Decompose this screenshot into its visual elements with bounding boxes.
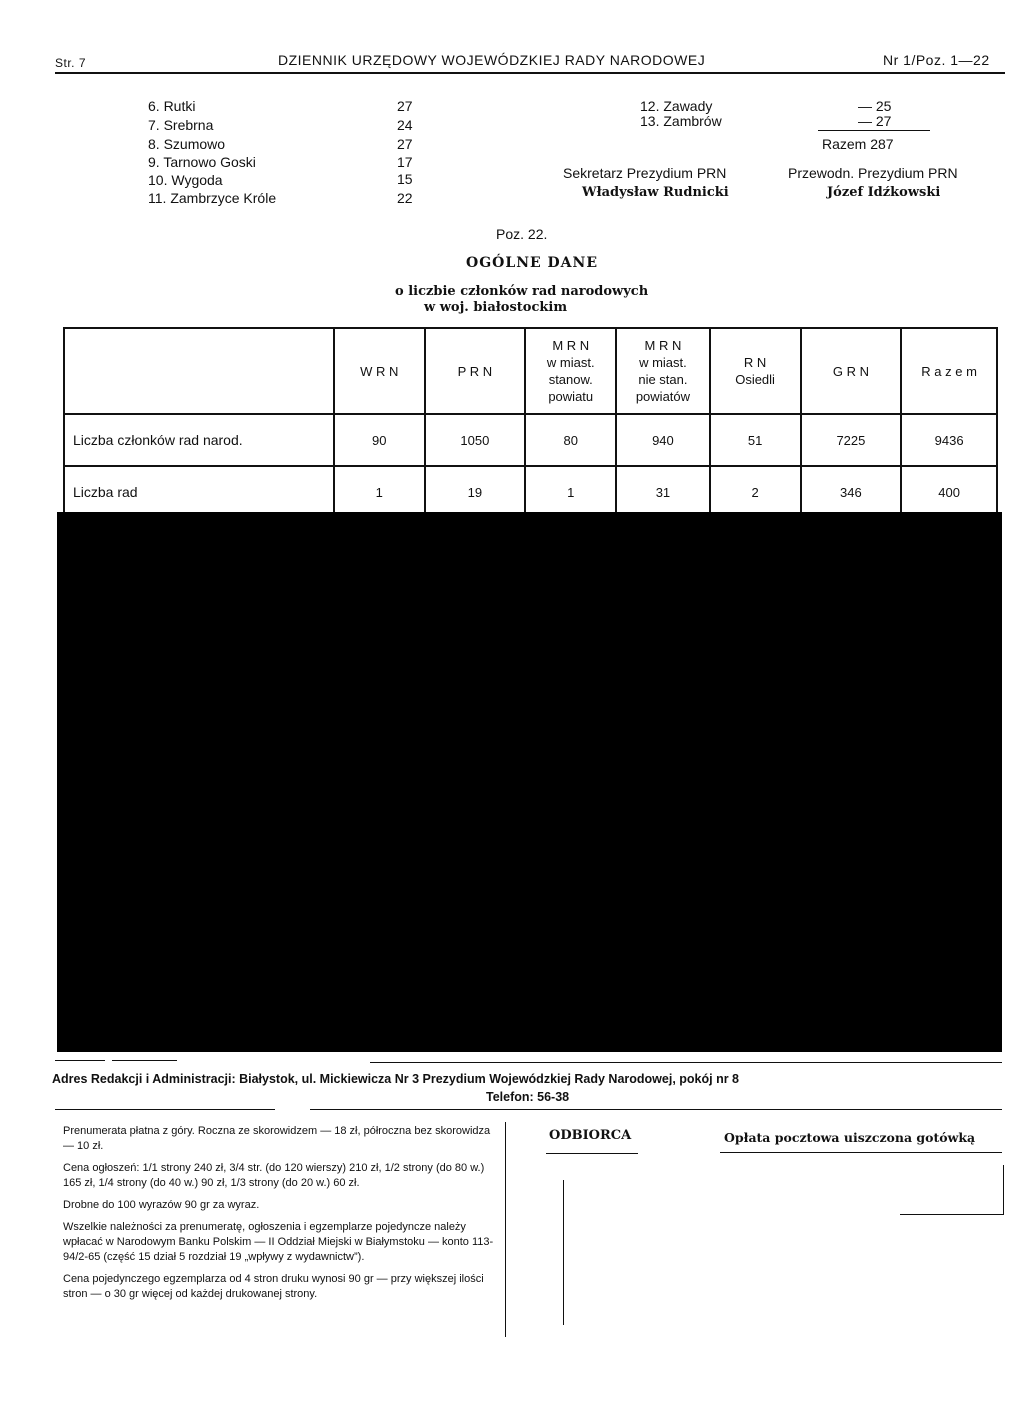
header-label: M R N: [644, 338, 682, 353]
subscription-info: [63, 1124, 503, 1302]
footer-divider: [505, 1122, 506, 1337]
table-cell: 9436: [901, 414, 997, 466]
journal-title: DZIENNIK URZĘDOWY WOJEWÓDZKIEJ RADY NARODOWEJ: [278, 52, 706, 68]
list-item: 13. Zambrów: [640, 113, 722, 129]
editorial-phone: Telefon: 56-38: [486, 1090, 570, 1104]
list-item: 9. Tarnowo Goski: [148, 154, 256, 170]
section-subheading-2: w woj. białostockim: [424, 300, 568, 315]
recipient-box-line: [1003, 1165, 1004, 1215]
header-label: nie stan.: [638, 372, 688, 387]
secretary-name: Władysław Rudnicki: [582, 185, 729, 200]
editorial-address: Adres Redakcji i Administracji: Białystok, ul. Mickiewicza Nr 3 Prezydium Wojewódzkiej Rady Narodowej, pokój nr 8: [52, 1072, 739, 1086]
recipient-box-line: [900, 1214, 1004, 1215]
list-item-value: — 25: [858, 98, 892, 114]
list-item-value: 27: [397, 98, 413, 114]
total-rule: [818, 130, 930, 131]
list-item: 10. Wygoda: [148, 172, 223, 188]
list-item: 8. Szumowo: [148, 136, 226, 152]
footer-paragraph: Drobne do 100 wyrazów 90 gr za wyraz.: [63, 1199, 260, 1211]
table-header-cell: [901, 328, 997, 414]
table-cell: 7225: [801, 414, 902, 466]
header-label: P R N: [457, 363, 493, 379]
black-scan-area: [57, 512, 1002, 1052]
list-item-value: 24: [397, 117, 413, 133]
footer-rule: [55, 1109, 275, 1110]
chair-title: Przewodn. Prezydium PRN: [788, 165, 958, 181]
table-header-cell: [710, 328, 801, 414]
table-header-row: [64, 328, 997, 414]
table-cell: 1: [334, 466, 425, 518]
list-item-value: 15: [397, 171, 413, 187]
header-label: M R N: [552, 338, 590, 353]
table-header-cell: [801, 328, 902, 414]
recipient-rule: [546, 1153, 638, 1154]
header-label: R N: [743, 355, 767, 370]
postage-rule: [720, 1152, 1002, 1153]
list-item-value: — 27: [858, 113, 892, 129]
section-subheading: o liczbie członków rad narodowych: [395, 284, 649, 299]
table-header-cell: [425, 328, 526, 414]
footer-rule: [55, 1060, 105, 1061]
table-header-blank: [64, 328, 334, 414]
chair-name: Józef Idźkowski: [827, 185, 941, 200]
list-item: 6. Rutki: [148, 98, 196, 114]
table-row: [64, 466, 997, 518]
table-cell: 1050: [425, 414, 526, 466]
list-item-value: 17: [397, 154, 413, 170]
table-cell: 31: [616, 466, 709, 518]
table-cell: 90: [334, 414, 425, 466]
page-number: Str. 7: [55, 56, 87, 70]
footer-paragraph: Cena ogłoszeń: 1/1 strony 240 zł, 3/4 str. (do 120 wierszy) 210 zł, 1/2 strony (do 80 w.) 165 zł, 1/4 strony (do 40 w.) 90 zł, 1/3 strony (do 20 w.) 60 zł.: [63, 1162, 485, 1189]
header-label: G R N: [832, 363, 869, 379]
header-label: powiatów: [635, 389, 691, 404]
table-row: [64, 414, 997, 466]
recipient-box-line: [563, 1180, 564, 1325]
section-number: Poz. 22.: [496, 226, 548, 242]
table-header-cell: [334, 328, 425, 414]
row-label: Liczba rad: [64, 466, 334, 518]
table-header-cell: [525, 328, 616, 414]
footer-paragraph: Wszelkie należności za prenumeratę, ogłoszenia i egzemplarze pojedyncze należy wpłacać w Narodowym Banku Polskim — II Oddział Miejski w Białymstoku — konto 113-94/2-65 (część 15 dział 5 rozdział 19 „wpływy z wydawnictw”).: [63, 1221, 494, 1263]
header-label: Osiedli: [735, 372, 775, 387]
table-cell: 19: [425, 466, 526, 518]
table-cell: 940: [616, 414, 709, 466]
footer-rule: [310, 1109, 1002, 1110]
recipient-label: ODBIORCA: [549, 1128, 632, 1143]
table-cell: 2: [710, 466, 801, 518]
footer-rule: [370, 1062, 1002, 1063]
table-cell: 80: [525, 414, 616, 466]
header-label: stanow.: [548, 372, 593, 387]
list-item-value: 22: [397, 190, 413, 206]
header-label: w miast.: [546, 355, 595, 370]
header-label: w miast.: [639, 355, 687, 370]
table-cell: 400: [901, 466, 997, 518]
list-item-value: 27: [397, 136, 413, 152]
table-cell: 1: [525, 466, 616, 518]
total: Razem 287: [822, 136, 894, 152]
postage-note: Opłata pocztowa uiszczona gotówką: [724, 1130, 976, 1145]
issue-number: Nr 1/Poz. 1—22: [883, 52, 990, 68]
table-cell: 51: [710, 414, 801, 466]
header-label: W R N: [360, 363, 399, 379]
table-cell: 346: [801, 466, 902, 518]
header-label: R a z e m: [921, 363, 977, 379]
footer-rule: [112, 1060, 177, 1061]
table-header-cell: [616, 328, 709, 414]
header-rule: [55, 72, 1005, 74]
secretary-title: Sekretarz Prezydium PRN: [563, 165, 727, 181]
footer-paragraph: Cena pojedynczego egzemplarza od 4 stron druku wynosi 90 gr — przy większej ilości stron — o 30 gr więcej od każdej drukowanej strony.: [63, 1273, 484, 1300]
members-table: [63, 327, 998, 519]
list-item: 7. Srebrna: [148, 117, 214, 133]
header-label: powiatu: [548, 389, 594, 404]
section-heading: OGÓLNE DANE: [466, 255, 599, 271]
footer-paragraph: Prenumerata płatna z góry. Roczna ze skorowidzem — 18 zł, półroczna bez skorowidza — 10 zł.: [63, 1125, 491, 1152]
list-item: 11. Zambrzyce Króle: [148, 190, 277, 206]
list-item: 12. Zawady: [640, 98, 713, 114]
row-label: Liczba członków rad narod.: [64, 414, 334, 466]
